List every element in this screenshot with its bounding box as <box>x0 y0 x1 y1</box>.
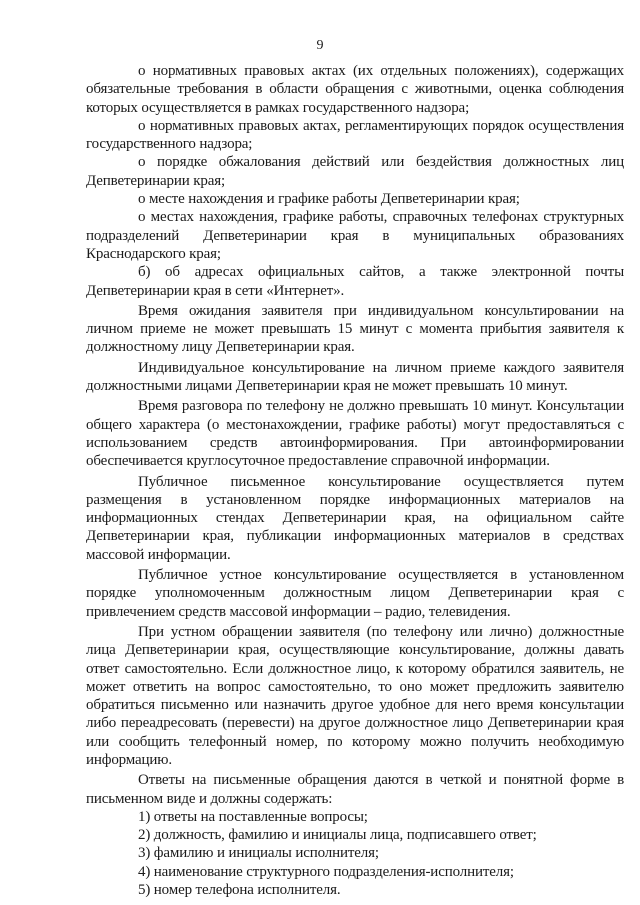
list-item: 2) должность, фамилию и инициалы лица, подписавшего ответ; <box>138 827 537 844</box>
paragraph: о месте нахождения и графике работы Депветеринарии края; <box>138 191 520 208</box>
paragraph: Публичное письменное консультирование осуществляется путем размещения в установленном порядке информационных материалов на информационных стендах Депветеринарии края, на официальном сайте Депветеринарии края, публикации информационных материалов в средствах массовой информации. <box>86 473 624 563</box>
paragraph: о порядке обжалования действий или бездействия должностных лиц Депветеринарии края; <box>86 154 624 189</box>
paragraph: б) об адресах официальных сайтов, а также электронной почты Депветеринарии края в сети «Интернет». <box>86 264 624 299</box>
list-item: 1) ответы на поставленные вопросы; <box>138 808 368 825</box>
paragraph: о нормативных правовых актах, регламентирующих порядок осуществления государственного надзора; <box>86 117 624 153</box>
list-item: 3) фамилию и инициалы исполнителя; <box>138 845 379 862</box>
paragraph: о нормативных правовых актах (их отдельных положениях), содержащих обязательные требования в области обращения с животными, оценка соблюдения которых осуществляется в рамках государственного надзора; <box>86 63 624 116</box>
paragraph: Время разговора по телефону не должно превышать 10 минут. Консультации общего характера (о местонахождении, графике работы) могут предоставляться с использованием средств автоинформирования. При автоинформировании обеспечивается круглосуточное предоставление справочной информации. <box>86 398 624 470</box>
paragraph: Время ожидания заявителя при индивидуальном консультировании на личном приеме не может превышать 15 минут с момента прибытия заявителя к должностному лицу Депветеринарии края. <box>86 302 624 356</box>
list-item: 5) номер телефона исполнителя. <box>138 882 341 899</box>
paragraph: Индивидуальное консультирование на личном приеме каждого заявителя должностными лицами Депветеринарии края не может превышать 10 минут. <box>86 359 624 395</box>
list-item: 4) наименование структурного подразделения-исполнителя; <box>138 863 514 880</box>
paragraph: Публичное устное консультирование осуществляется в установленном порядке уполномоченным должностным лицом Депветеринарии края с привлечением средств массовой информации – радио, телевидения. <box>86 567 624 620</box>
paragraph: о местах нахождения, графике работы, справочных телефонах структурных подразделений Депветеринарии края в муниципальных образованиях Краснодарского края; <box>86 209 624 262</box>
page-number: 9 <box>316 38 324 53</box>
paragraph: Ответы на письменные обращения даются в четкой и понятной форме в письменном виде и должны содержать: <box>86 772 624 807</box>
paragraph: При устном обращении заявителя (по телефону или лично) должностные лица Депветеринарии края, осуществляющие консультирование, должны давать ответ самостоятельно. Если должностное лицо, к которому обратился заявитель, не может ответить на вопрос самостоятельно, то оно может предложить заявителю обратиться письменно или назначить другое удобное для него время консультации либо переадресовать (перевести) на другое должностное лицо Депветеринарии края или сообщить телефонный номер, по которому можно получить необходимую информацию. <box>86 623 624 768</box>
document-body <box>86 62 624 899</box>
